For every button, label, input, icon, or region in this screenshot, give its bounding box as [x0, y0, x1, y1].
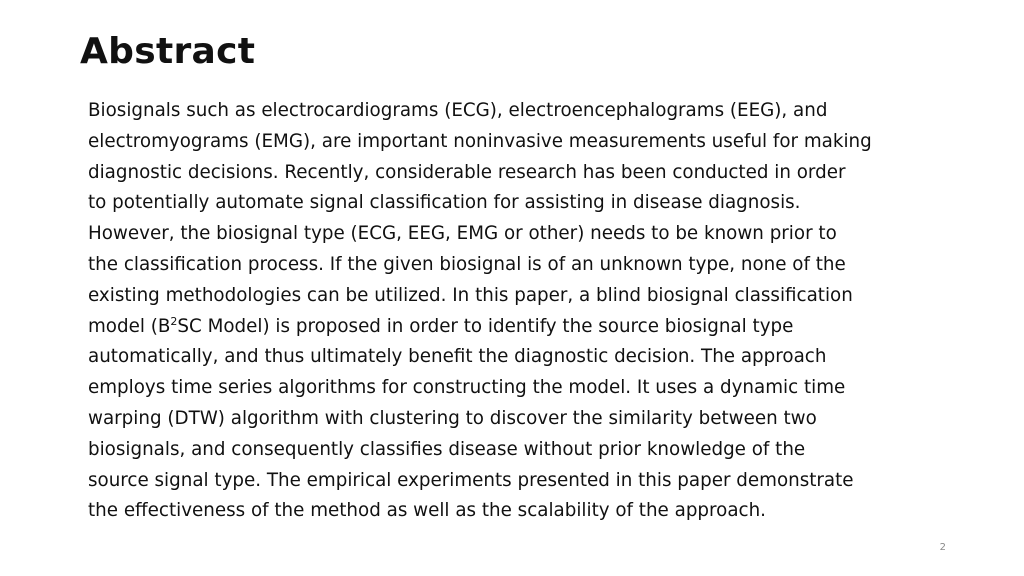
abstract-line — [88, 312, 948, 343]
abstract-body — [88, 96, 948, 527]
abstract-line: existing methodologies can be utilized. In this paper, a blind biosignal classification — [88, 284, 853, 306]
abstract-line: Biosignals such as electrocardiograms (ECG), electroencephalograms (EEG), and — [88, 100, 828, 121]
abstract-line: the classification process. If the given biosignal is of an unknown type, none of the — [88, 253, 846, 275]
page-number: 2 — [939, 542, 946, 553]
abstract-line: the effectiveness of the method as well as the scalability of the approach. — [88, 500, 766, 522]
abstract-line: employs time series algorithms for constructing the model. It uses a dynamic time — [88, 377, 846, 399]
abstract-text: SC Model) is proposed in order to identify the source biosignal type — [177, 315, 794, 337]
abstract-line: automatically, and thus ultimately benefit the diagnostic decision. The approach — [88, 346, 827, 368]
abstract-line: diagnostic decisions. Recently, considerable research has been conducted in order — [88, 161, 846, 183]
abstract-line: to potentially automate signal classification for assisting in disease diagnosis. — [88, 192, 801, 214]
slide-title: Abstract — [80, 31, 256, 72]
abstract-line: source signal type. The empirical experiments presented in this paper demonstrate — [88, 469, 854, 491]
abstract-text: model (B — [88, 315, 171, 337]
abstract-line: warping (DTW) algorithm with clustering to discover the similarity between two — [88, 407, 817, 429]
abstract-line: electromyograms (EMG), are important noninvasive measurements useful for making — [88, 130, 872, 152]
abstract-line: biosignals, and consequently classifies disease without prior knowledge of the — [88, 438, 806, 460]
superscript: 2 — [170, 314, 178, 328]
abstract-line: However, the biosignal type (ECG, EEG, EMG or other) needs to be known prior to — [88, 223, 837, 245]
